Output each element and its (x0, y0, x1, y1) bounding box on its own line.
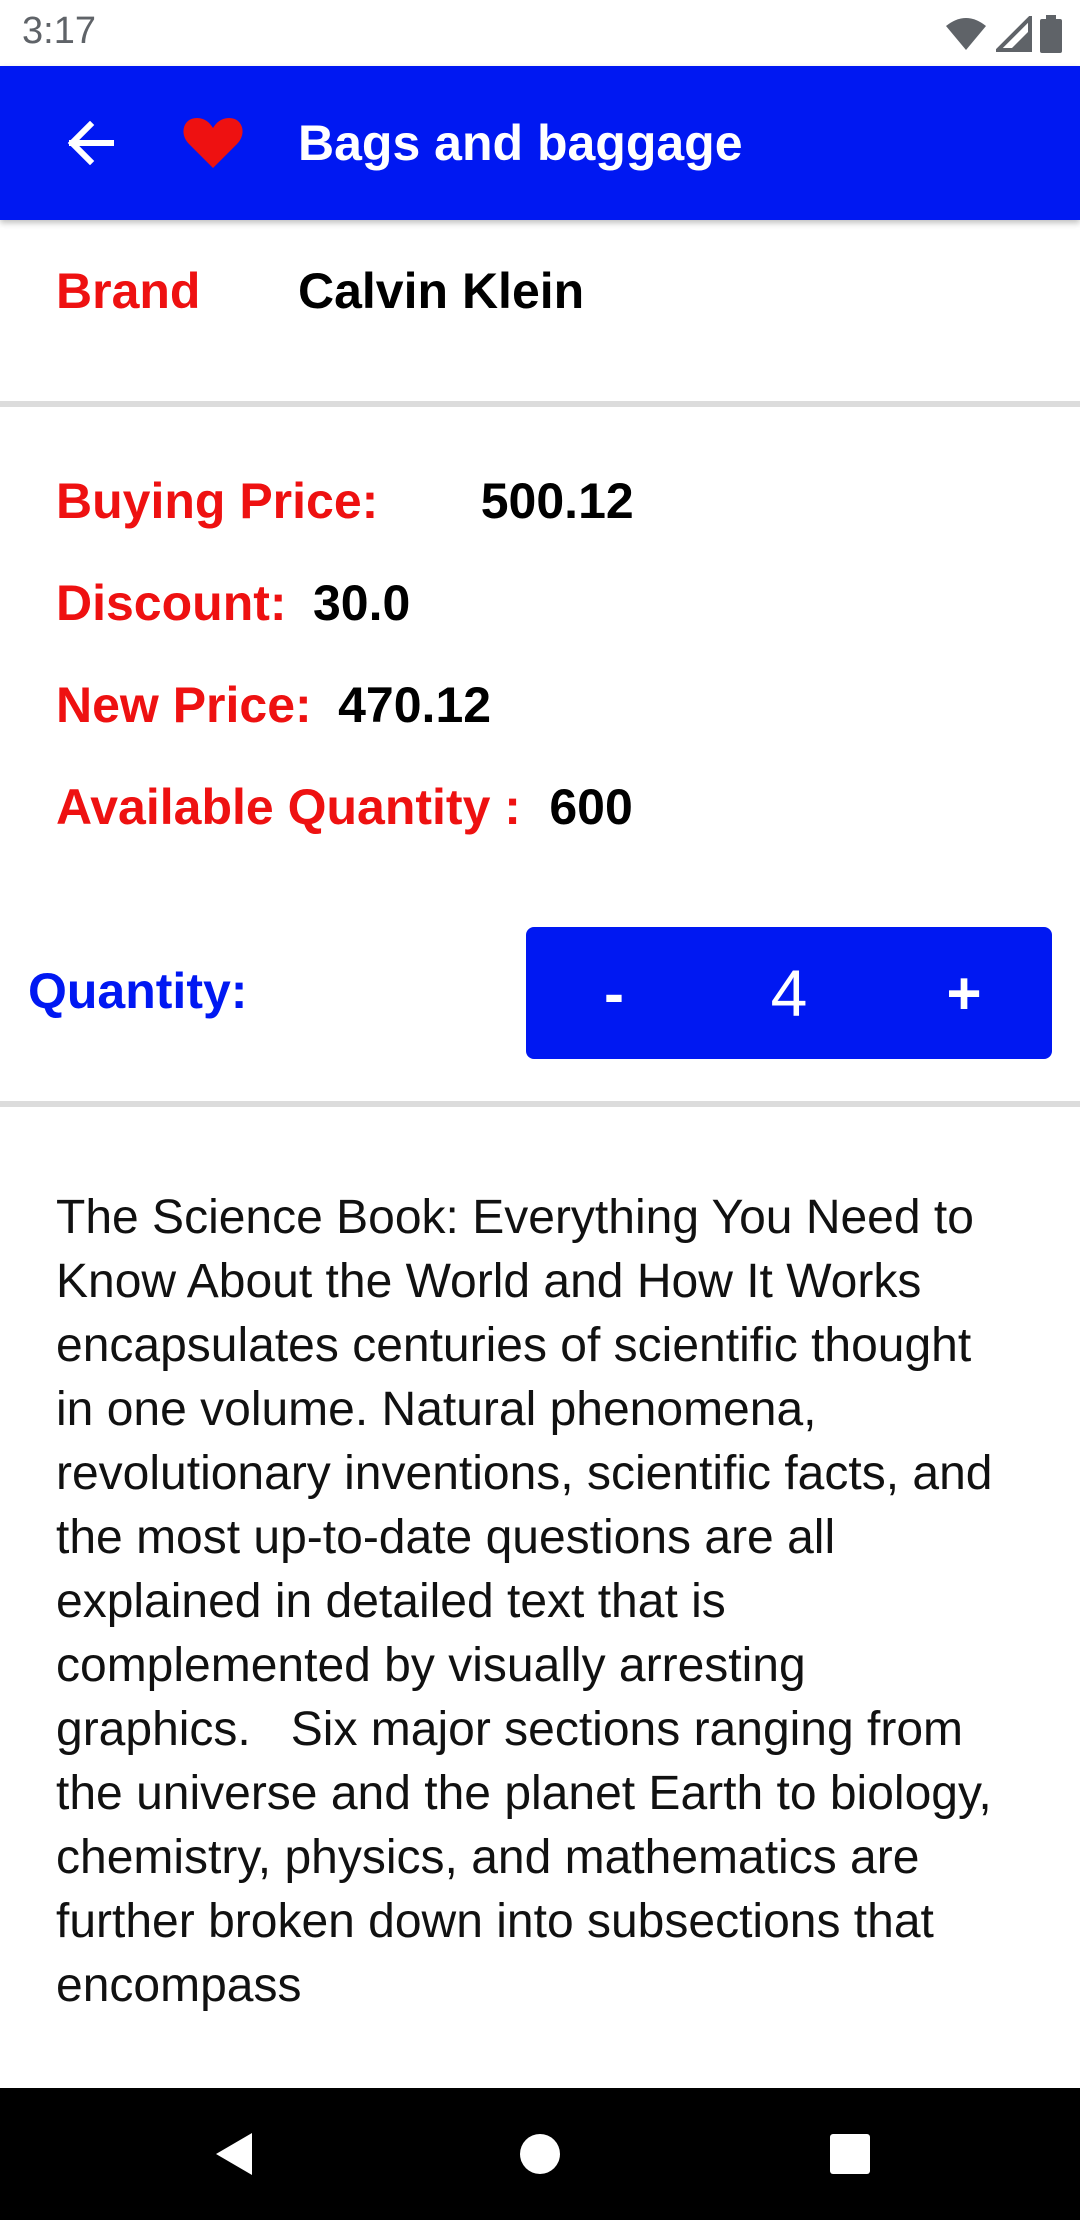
available-quantity-value: 600 (549, 779, 633, 835)
buying-price-label: Buying Price: (56, 473, 379, 529)
app-bar (0, 66, 1080, 220)
divider (0, 1101, 1080, 1107)
page-title: Bags and baggage (298, 115, 743, 171)
divider (0, 401, 1080, 407)
buying-price-value: 500.12 (480, 473, 634, 529)
back-triangle-icon (212, 2131, 256, 2177)
quantity-label: Quantity: (28, 963, 248, 1019)
brand-label: Brand (56, 263, 201, 319)
arrow-left-icon (66, 121, 114, 165)
new-price-value: 470.12 (338, 677, 492, 733)
wifi-icon (944, 16, 988, 52)
nav-back-button[interactable] (198, 2118, 270, 2190)
discount-value: 30.0 (313, 575, 411, 631)
home-circle-icon (518, 2132, 562, 2176)
cell-signal-icon (996, 16, 1032, 52)
available-quantity-label: Available Quantity : (56, 779, 521, 835)
buying-price-row (56, 472, 634, 538)
status-icons (944, 14, 1062, 54)
quantity-stepper (526, 927, 1052, 1059)
discount-row (56, 574, 410, 640)
description-scroll[interactable] (56, 1186, 1006, 2056)
new-price-row (56, 676, 491, 742)
status-time: 3:17 (22, 10, 96, 52)
discount-label: Discount: (56, 575, 287, 631)
available-quantity-row (56, 778, 633, 844)
new-price-label: New Price: (56, 677, 312, 733)
back-button[interactable] (52, 111, 128, 175)
system-nav-bar (0, 2088, 1080, 2220)
recents-square-icon (829, 2133, 871, 2175)
brand-row (0, 262, 1080, 332)
quantity-value: 4 (770, 956, 808, 1030)
status-bar (0, 0, 1080, 66)
nav-recents-button[interactable] (814, 2118, 886, 2190)
battery-icon (1040, 15, 1062, 53)
decrement-button[interactable]: - (604, 959, 624, 1027)
product-description: The Science Book: Everything You Need to Know About the World and How It Works encapsulates centuries of scientific thought in one volume. Natural phenomena, revolutionary inventions, scientific facts, and the most up-to-date questions are all explained in detailed text that is complemented by visually arresting graphics. Six major sections ranging from the universe and the planet Earth to biology, chemistry, physics, and mathematics are further broken down into subsections that encompass (56, 1191, 1006, 2012)
brand-value: Calvin Klein (298, 263, 585, 319)
heart-icon (183, 116, 243, 170)
increment-button[interactable]: + (946, 959, 982, 1027)
favorite-button[interactable] (178, 111, 248, 175)
nav-home-button[interactable] (504, 2118, 576, 2190)
